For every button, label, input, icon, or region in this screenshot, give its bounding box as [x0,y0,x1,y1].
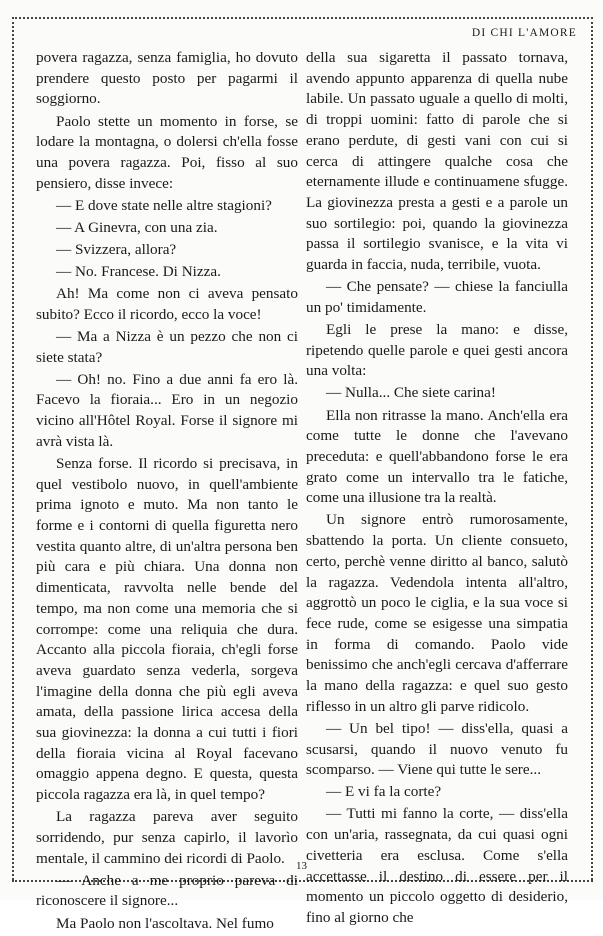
dotted-border-left [12,17,14,880]
paragraph: della sua sigaretta il passato tornava, avendo appunto apparenza di quella nube labile. Un passato uguale a quello di molti, di troppi uomini: fatto di parole che si erano perdute, di gesti vani con cui si cerca di attingere qualche cosa che eternamente illude e continuamene sfugge. La giovinezza presta a gesti e a parole un suo sortilegio: poi, quando la giovinezza passa il sortilegio svanisce, e la vita vi guarda in faccia, nuda, terribile, vuota. [306,49,568,274]
dialogue-line: — E vi fa la corte? [326,783,442,801]
paragraph: Un signore entrò rumorosamente, sbattendo la porta. Un cliente consueto, certo, perchè venne diritto al banco, salutò la ragazza. Vedendola intenta all'altro, aggrottò un poco le ciglia, e la sua voce si fece rude, come se esigesse una simpatia in forma di comando. Paolo vide benissimo che anch'egli cercava d'afferrare la mano della ragazza: e quel suo gesto riflesso in un altro gli parve ridicolo. [306,511,568,715]
running-title: DI CHI L'AMORE [471,27,577,39]
dialogue-line: — Che pensate? — chiese la fanciulla un po' timidamente. [306,278,568,316]
dialogue-line: — Nulla... Che siete carina! [326,384,496,402]
dialogue-line: — Ma a Nizza è un pezzo che non ci siete stata? [36,327,298,366]
dotted-border-right [591,17,593,880]
dialogue-line: — A Ginevra, con una zia. [56,218,218,236]
paragraph: Ah! Ma come non ci aveva pensato subito? Ecco il ricordo, ecco la voce! [36,285,298,323]
paragraph: Egli le prese la mano: e disse, ripetendo quelle parole e quei gesti ancora una volta: [306,320,568,380]
page-number: 13 [296,860,307,872]
paragraph: La ragazza pareva aver seguito sorridendo, pur senza capirlo, il lavorìo mentale, il cammino dei ricordi di Paolo. [36,808,298,867]
paragraph: Senza forse. Il ricordo si precisava, in quel vestibolo nuovo, in quell'ambiente prima ignoto e muto. Ma non tanto le forme e i contorni di quella figuretta nero vestita quanto altre, di un'altra persona ben più cara e più chiara. Una donna non dimenticata, ravvolta nelle bende del tempo, ma non come una memoria che si corrompe: come una reliquia che dura. Accanto alla piccola fioraia, ch'egli forse aveva guardato senza vederla, sorgeva l'imagine della donna che più egli aveva amata, della passione lirica accesa della sua giovinezza: la donna a cui tutti i fiori della fioraia vicina al Royal facevano omaggio appena degno. E questa, questa piccola ragazza era là, in quel tempo? [36,454,298,804]
dialogue-line: — Tutti mi fanno la corte, — diss'ella con un'aria, rassegnata, da cui quasi ogni civetteria era esclusa. Come s'ella accettasse il destino di essere per il momento un piccolo oggetto di desiderio, fino al giorno che [306,805,568,926]
dotted-border-top [12,17,593,19]
paragraph: povera ragazza, senza famiglia, ho dovuto prendere questo posto per pagarmi il soggiorno. [36,49,298,108]
dialogue-line: — E dove state nelle altre stagioni? [56,196,272,214]
paragraph: Ella non ritrasse la mano. Anch'ella era come tutte le donne che l'avevano preceduta: e quell'abbandono forse le era grato come un intervallo tra le fatiche, come una illusione tra la realtà. [306,406,568,507]
paragraph: Ma Paolo non l'ascoltava. Nel fumo [56,914,274,932]
dialogue-line: — Anche a me proprio pareva di riconoscere il signore... [36,871,298,910]
dialogue-line: — Un bel tipo! — diss'ella, quasi a scusarsi, quando il nuovo venuto fu scomparso. — Viene qui tutte le sere... [306,719,568,779]
dialogue-line: — Oh! no. Fino a due anni fa ero là. Facevo la fioraia... Ero in un negozio vicino all'Hôtel Royal. Forse il signore mi avrà vista là. [36,370,298,450]
paragraph: Paolo stette un momento in forse, se lodare la montagna, o dolersi ch'ella fosse una povera ragazza. Poi, fisso al suo pensiero, disse invece: [36,112,298,192]
left-column [36,48,298,936]
dialogue-line: — No. Francese. Di Nizza. [56,262,221,280]
right-column [306,48,568,930]
dialogue-line: — Svizzera, allora? [56,240,177,258]
